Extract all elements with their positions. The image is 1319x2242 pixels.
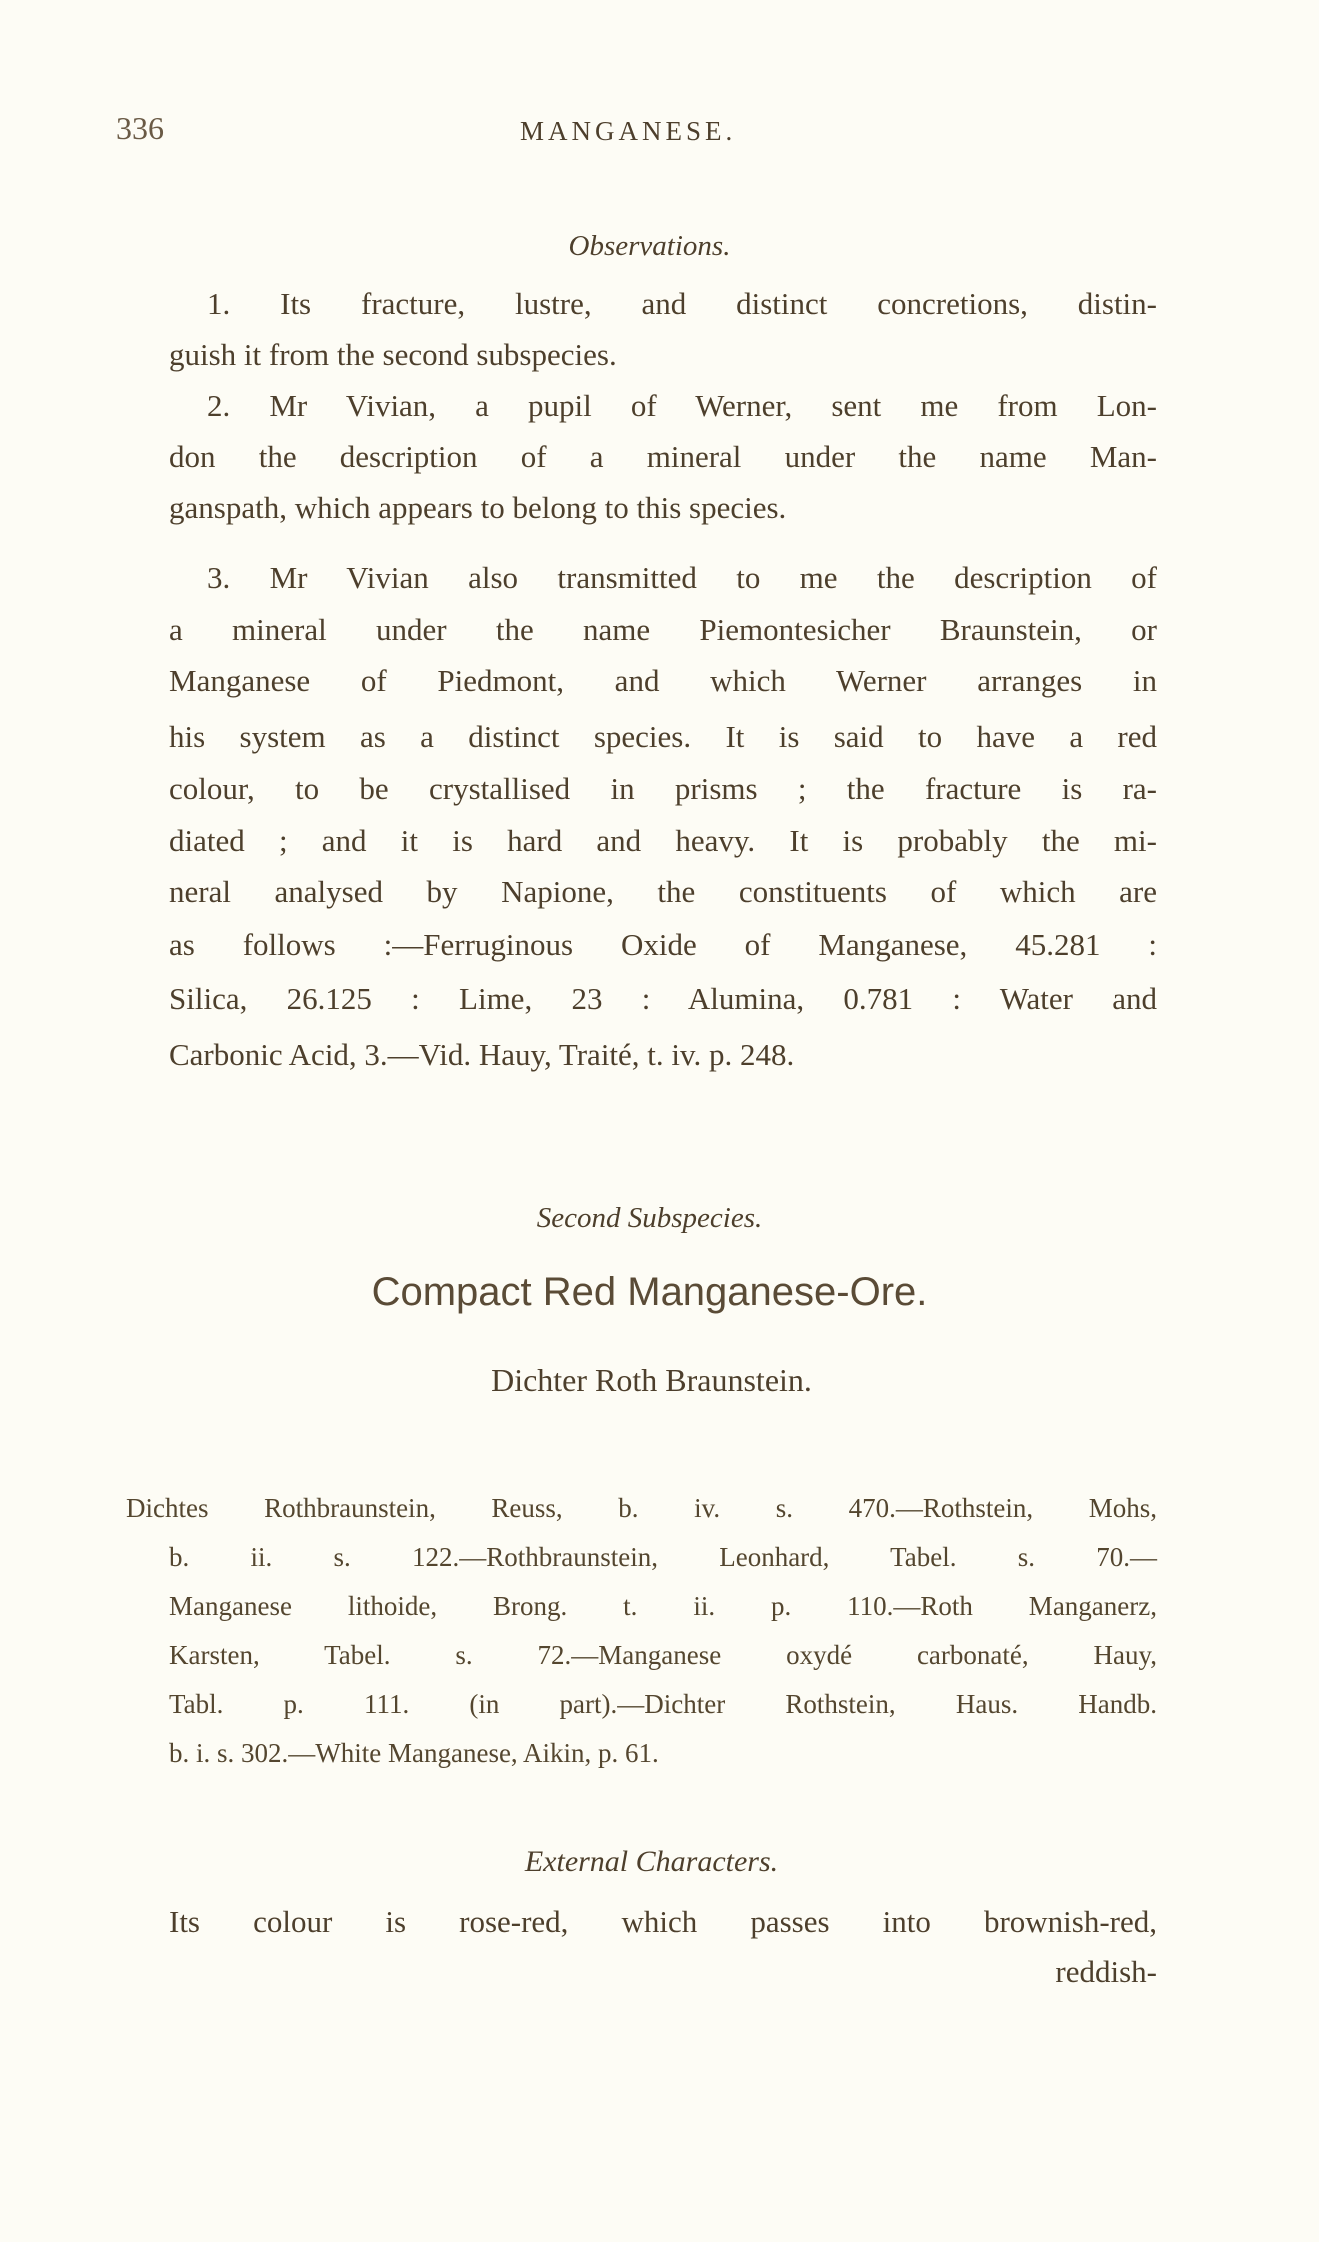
synonym-line: Dichtes Rothbraunstein, Reuss, b. iv. s. 470.—Rothstein, Mohs, — [126, 1493, 1157, 1523]
text-line: neral analysed by Napione, the constituents of which are — [169, 874, 1157, 909]
text-line: don the description of a mineral under the name Man- — [169, 439, 1157, 474]
text-line: guish it from the second subspecies. — [169, 337, 617, 372]
synonym-line: b. i. s. 302.—White Manganese, Aikin, p. 61. — [169, 1738, 659, 1768]
text-line: Manganese of Piedmont, and which Werner arranges in — [169, 663, 1157, 698]
catchword: reddish- — [1055, 1954, 1157, 1989]
text-line: 1. Its fracture, lustre, and distinct concretions, distin- — [207, 286, 1157, 321]
text-line: diated ; and it is hard and heavy. It is probably the mi- — [169, 823, 1157, 858]
text-line: Its colour is rose-red, which passes into brownish-red, — [169, 1904, 1157, 1939]
text-line: ganspath, which appears to belong to this species. — [169, 490, 787, 525]
text-line: Silica, 26.125 : Lime, 23 : Alumina, 0.781 : Water and — [169, 981, 1157, 1016]
text-line: colour, to be crystallised in prisms ; the fracture is ra- — [169, 771, 1157, 806]
external-heading: External Characters. — [524, 1845, 779, 1878]
subspecies-title: Compact Red Manganese-Ore. — [371, 1270, 928, 1314]
synonym-line: b. ii. s. 122.—Rothbraunstein, Leonhard, Tabel. s. 70.— — [169, 1542, 1157, 1572]
text-line: as follows :—Ferruginous Oxide of Manganese, 45.281 : — [169, 927, 1157, 962]
running-title: MANGANESE. — [520, 116, 737, 146]
synonym-line: Tabl. p. 111. (in part).—Dichter Rothstein, Haus. Handb. — [169, 1689, 1157, 1719]
synonym-line: Karsten, Tabel. s. 72.—Manganese oxydé carbonaté, Hauy, — [169, 1640, 1157, 1670]
text-line: 3. Mr Vivian also transmitted to me the description of — [207, 560, 1157, 595]
observations-heading: Observations. — [568, 230, 731, 262]
text-line: a mineral under the name Piemontesicher Braunstein, or — [169, 612, 1157, 647]
text-line: Carbonic Acid, 3.—Vid. Hauy, Traité, t. iv. p. 248. — [169, 1037, 795, 1072]
subspecies-heading: Second Subspecies. — [536, 1202, 763, 1234]
german-name: Dichter Roth Braunstein. — [491, 1362, 812, 1398]
text-line: 2. Mr Vivian, a pupil of Werner, sent me from Lon- — [207, 388, 1157, 423]
synonym-line: Manganese lithoide, Brong. t. ii. p. 110.—Roth Manganerz, — [169, 1591, 1157, 1621]
page-number: 336 — [116, 110, 164, 146]
text-line: his system as a distinct species. It is said to have a red — [169, 719, 1157, 754]
